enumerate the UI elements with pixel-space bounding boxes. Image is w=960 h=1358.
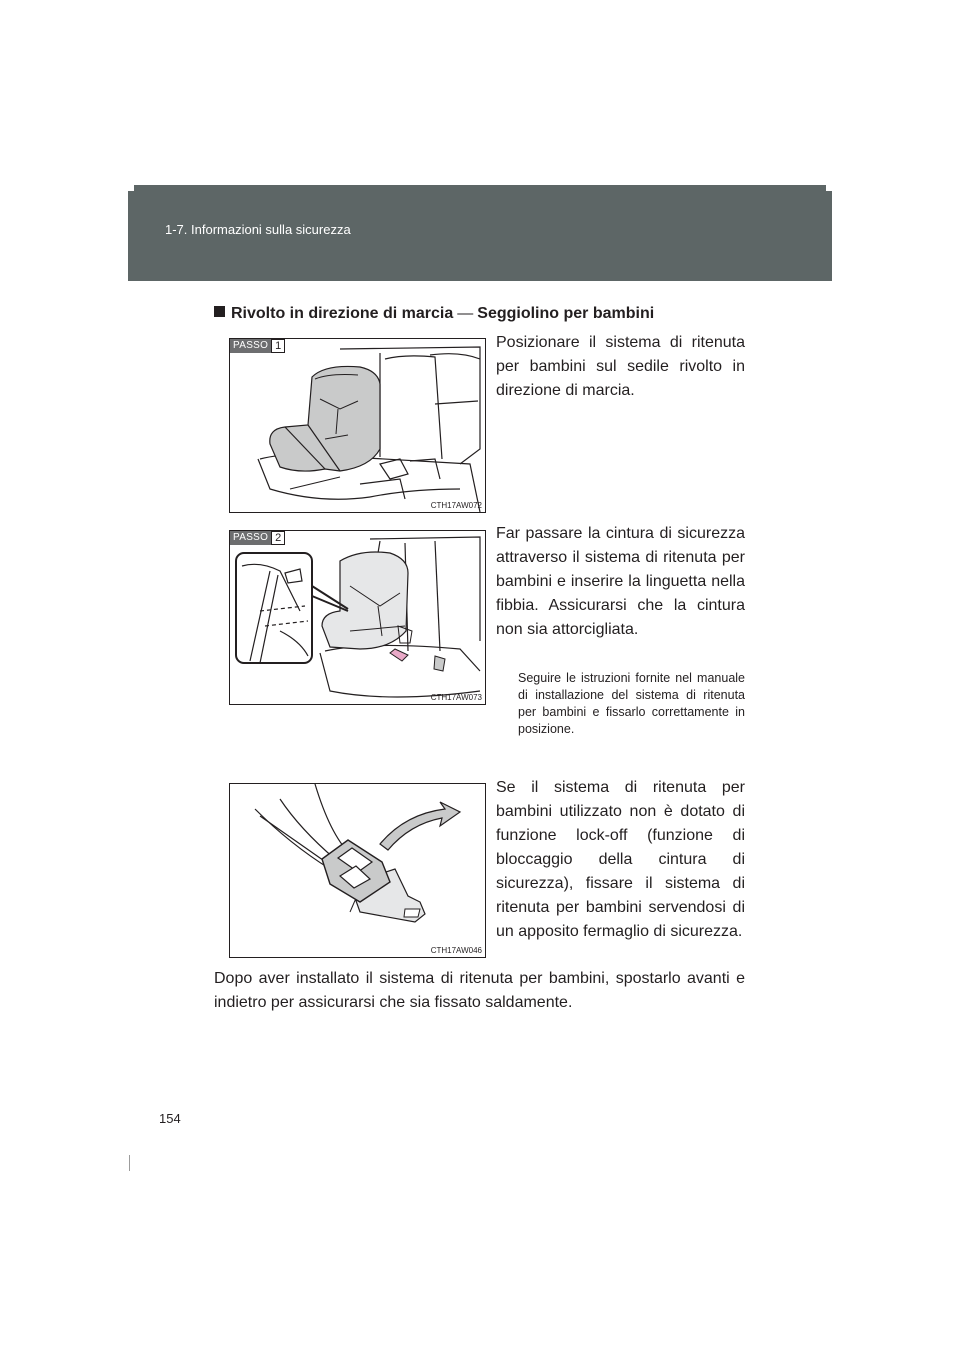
page-number: 154: [159, 1111, 181, 1126]
seat-belt-through-child-seat-illustration: [230, 531, 485, 704]
figure-step-2: [229, 530, 486, 705]
step-number: 1: [271, 339, 285, 353]
section-title-left: Rivolto in direzione di marcia: [231, 305, 454, 322]
margin-line: [129, 1155, 130, 1171]
step-label: [230, 531, 285, 545]
figure-code: CTH17AW072: [430, 501, 482, 510]
chapter-heading: 1-7. Informazioni sulla sicurezza: [165, 222, 351, 237]
header-corner-left: [128, 185, 134, 191]
header-corner-right: [826, 185, 832, 191]
figure-step-1: [229, 338, 486, 513]
section-title-right: Seggiolino per bambini: [477, 305, 655, 322]
figure-locking-clip: [229, 783, 486, 958]
step-word: PASSO: [230, 531, 271, 545]
step-2-note: Seguire le istruzioni fornite nel manuale di installazione del sistema di ritenuta per bambini e fissarlo correttamente in posizione.: [518, 671, 745, 736]
step-label: [230, 339, 285, 353]
section-title: [214, 305, 654, 323]
lock-off-text: Se il sistema di ritenuta per bambini utilizzato non è dotato di funzione lock-off (funzione di bloccaggio della cintura di sicurezza), fissare il sistema di ritenuta per bambini servendosi di un apposito fermaglio di sicurezza.: [496, 779, 745, 940]
step-2-text: Far passare la cintura di sicurezza attraverso il sistema di ritenuta per bambini e inserire la linguetta nella fibbia. Assicurarsi che la cintura non sia attorcigliata.: [496, 525, 745, 638]
square-bullet-icon: [214, 306, 225, 317]
locking-clip-illustration: [230, 784, 485, 957]
section-title-dash: —: [457, 305, 474, 322]
step-1-text: Posizionare il sistema di ritenuta per bambini sul sedile rivolto in direzione di marcia.: [496, 334, 745, 399]
figure-code: CTH17AW073: [430, 693, 482, 702]
final-instruction-text: Dopo aver installato il sistema di ritenuta per bambini, spostarlo avanti e indietro per assicurarsi che sia fissato saldamente.: [214, 970, 745, 1011]
step-number: 2: [271, 531, 285, 545]
step-word: PASSO: [230, 339, 271, 353]
figure-code: CTH17AW046: [430, 946, 482, 955]
child-seat-on-rear-seat-illustration: [230, 339, 485, 512]
